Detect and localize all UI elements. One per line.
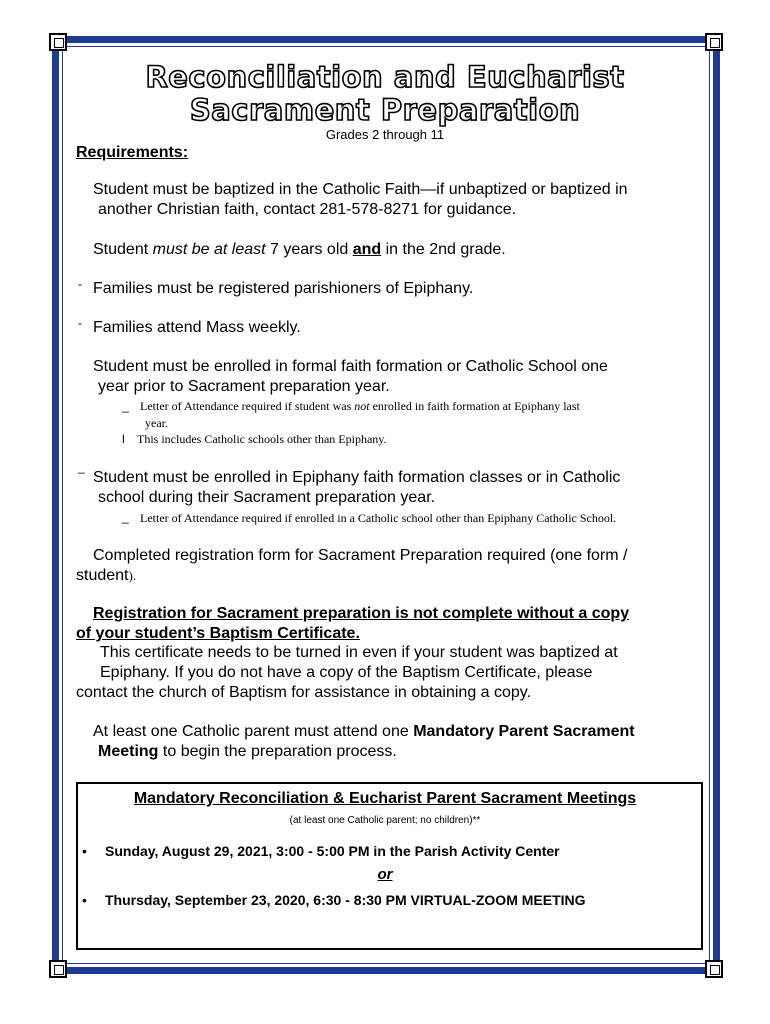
baptism-line3: contact the church of Baptism for assistance in obtaining a copy. [76,684,532,701]
requirements-heading: Requirements: [76,144,189,161]
page-subtitle: Grades 2 through 11 [325,127,445,142]
req2-text [93,240,506,260]
req2-part-c: at least [209,241,266,258]
req5-sub1-a: Letter of Attendance required if student was [140,399,355,413]
req2-part-d: 7 years old [265,241,353,258]
underscore-marker: _ [78,460,85,474]
dash-marker: ‐ [78,316,82,330]
req2-part-f: in the 2nd grade. [381,241,506,258]
corner-ornament-bottom-left [49,960,67,978]
req6-line1: Student must be enrolled in Epiphany faith formation classes or in Catholic [93,469,621,486]
req7-line2a: student [76,567,129,584]
parent-part-c: Meeting [98,743,159,760]
dash-marker: ‐ [78,277,82,291]
parent-part-d: to begin the preparation process. [158,743,397,760]
req5-sub1-d: year. [145,416,168,430]
meetings-box-title: Mandatory Reconciliation & Eucharist Parent Sacrament Meetings [133,790,637,807]
meeting-2: Thursday, September 23, 2020, 6:30 - 8:30 PM VIRTUAL-ZOOM MEETING [105,892,586,908]
req7-line2b: ). [128,568,137,583]
req2-part-e: and [352,241,382,258]
baptism-line2: Epiphany. If you do not have a copy of the Baptism Certificate, please [100,664,593,681]
req5-line2: year prior to Sacrament preparation year. [98,378,390,395]
req5-sub1 [140,398,580,415]
meeting-1: Sunday, August 29, 2021, 3:00 - 5:00 PM in the Parish Activity Center [105,843,560,859]
bullet-icon: • [82,843,87,859]
corner-ornament-top-left [49,33,67,51]
parent-line2 [98,742,397,762]
bar-marker: l [122,432,125,446]
req4-text: Families attend Mass weekly. [93,319,301,336]
corner-ornament-top-right [705,33,723,51]
req5-line1: Student must be enrolled in formal faith formation or Catholic School one [93,358,608,375]
baptism-heading-line1: Registration for Sacrament preparation is not complete without a copy [93,605,630,622]
req1-line2: another Christian faith, contact 281-578-8271 for guidance. [98,201,517,218]
corner-ornament-bottom-right [705,960,723,978]
req6-line2: school during their Sacrament preparation year. [98,489,436,506]
req2-part-b: must be [152,241,210,258]
req7-line1: Completed registration form for Sacrament Preparation required (one form / [93,547,628,564]
underscore-marker: _ [122,510,129,524]
req6-sub1: Letter of Attendance required if enrolled in a Catholic school other than Epiphany Catholic School. [140,511,617,525]
req5-sub1-c: enrolled in faith formation at Epiphany last [369,399,580,413]
baptism-line1: This certificate needs to be turned in even if your student was baptized at [100,644,618,661]
req7-line2 [76,566,136,586]
meetings-or: or [377,866,393,883]
parent-part-b: Mandatory Parent Sacrament [413,723,635,740]
baptism-heading-line2: of your student’s Baptism Certificate. [76,625,360,642]
parent-part-a: At least one Catholic parent must attend one [93,723,414,740]
parent-line1 [93,722,635,742]
req3-text: Families must be registered parishioners of Epiphany. [93,280,474,297]
page-title-line2: Sacrament Preparation [189,93,581,127]
req5-sub1-b: not [354,399,370,413]
req1-line1: Student must be baptized in the Catholic Faith—if unbaptized or baptized in [93,181,628,198]
req2-part-a: Student [93,241,153,258]
bullet-icon: • [82,892,87,908]
underscore-marker: _ [122,399,129,413]
page-title-line1: Reconciliation and Eucharist [145,60,625,94]
req5-sub2: This includes Catholic schools other than Epiphany. [137,432,387,446]
meetings-box-note: (at least one Catholic parent; no children)** [289,815,481,826]
